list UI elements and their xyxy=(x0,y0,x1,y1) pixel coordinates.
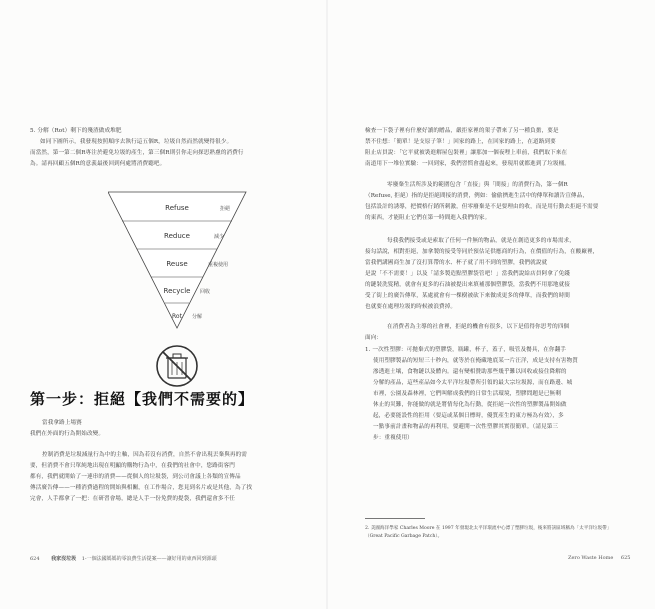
right-paragraph-3 xyxy=(365,236,630,313)
text-line: 1. 一次性塑膠：可拋棄式的塑膠袋，瓶罐，杯子，蓋子，吸管及餐具，在你翻手 xyxy=(365,347,567,353)
text-line: 分解的產品，這些產品如今太平洋垃圾帶所引領的最大宗垃圾源，而在路邊、城 xyxy=(373,380,573,386)
text-line: 要，但消費不會只單純地出現在明顯的購物行為中，在我們的社會中，您路街客門 xyxy=(30,463,235,469)
text-line: 零廢棄生活所涉及的範圍包含「直接」與「間接」的消費行為，第一個R xyxy=(387,182,568,188)
right-paragraph-1 xyxy=(365,126,630,170)
text-line: 在消費者為主導的社會裡，拒絕的機會有很多，以下是值得你思考的四個 xyxy=(387,324,570,330)
side-label-reuse: 重複使用 xyxy=(208,262,229,268)
text-line: 都有，我們就開始了一連串的消費——從個人的垃圾袋，到公司會議上各類的宣傳品 xyxy=(30,474,241,480)
text-line: 每我我們接受或是索取了任何一件無的物品，就是在創造更多的市場需求， xyxy=(387,238,575,244)
text-line: 面向： xyxy=(365,335,383,341)
footnote: 2. 美國海洋學家 Charles Moore 在 1997 年發現北太平洋環流中心漂了塑膠垃圾，後來將該區域稱為「太平洋垃圾帶」（Great Pacific Garbage Patch）。 xyxy=(365,526,612,539)
text-line: 完會，人手都拿了一把：在研習會場，總是人手一份免費的提袋，我們還會多不任 xyxy=(30,496,235,502)
right-paragraph-5 xyxy=(365,345,630,444)
footnote-rule xyxy=(365,518,425,519)
text-line: 也就要在處理垃圾的時候被浪費掉。 xyxy=(365,304,457,310)
text-line: 的鏈裝洗髮精，就會有更多的石油被提出來填補那個塑膠袋，當我們不用那地就接 xyxy=(365,282,570,288)
intro-paragraph xyxy=(30,126,298,170)
text-line: 一點事前計畫和物品的再利用，要避開一次性塑膠其實很簡單。（請見第三 xyxy=(373,424,559,430)
text-line: 我們在外面的行為開始改變。 xyxy=(30,431,105,437)
text-line: 市裡，公園及森林裡，它們叫解成我們的日常生活環境，塑膠問題是已無剩 xyxy=(373,391,561,397)
text-line: 南道用下一堆位實驗：一回到家，我們習慣會盡起來，發現用就都進到了垃圾桶。 xyxy=(365,161,570,167)
page-number: 624 xyxy=(30,556,40,562)
left-paragraph-1 xyxy=(30,418,297,440)
pyramid-label-reduce: Reduce xyxy=(164,232,190,240)
left-page xyxy=(0,0,327,609)
pyramid-label-rot: Rot xyxy=(172,313,182,320)
text-line: 起，必要能設性的拒用（要這或某個日標時，優質產生的東方極為有效），多 xyxy=(373,413,564,419)
right-paragraph-2 xyxy=(365,180,630,224)
text-line: 使用塑膠製品的短短三十秒內，就等於在掩藏地底某一片汪洋，成是支持有害物質 xyxy=(373,358,578,364)
left-paragraph-2 xyxy=(30,450,298,505)
text-line: 控制消費是垃圾減量行為中的主軸，因為若沒有消費，自然不會出現丟棄與再的需 xyxy=(42,452,247,458)
text-line: 是說「不不需要！」以及「請多製造點塑膠袋管吧！」當我們說給店員阿拿了免錢 xyxy=(365,271,570,277)
book-subtitle: 1-一個法國媽媽的零浪費生活提案——讓好用的東西回到源頭 xyxy=(81,556,217,562)
right-footer xyxy=(568,555,630,561)
side-label-reduce: 減少 xyxy=(214,234,225,240)
side-label-recycle: 回收 xyxy=(200,289,211,295)
book-title: 我家沒垃圾 xyxy=(51,556,77,562)
text-line: 包括設計的誘導，把價格行銷所刺激，但零廢棄是不是要理由的收，而是用行動去拒絕不需要 xyxy=(365,204,599,210)
text-line: 滲透進土壤，食物鏈以及體內。還有變相贊助那些幾乎難以回收或接住降解的 xyxy=(373,369,567,375)
section-heading: 第一步：拒絕【我們不需要的】 xyxy=(30,390,255,408)
text-line: 的東西，才能阻止它們在第一時間進入我們的家。 xyxy=(365,215,491,221)
text-line: 當我們講國商生加了沒打算帶的水、杯子就了用不到的塑膠，我們就說就 xyxy=(365,260,548,266)
side-label-refuse: 拒絕 xyxy=(220,206,231,212)
text-line: 傳活廣告傳——一種消費過程的開始與相關，在工作場合，您見到名片或是其他，為了找 xyxy=(30,485,253,491)
text-line: 阻止店員說：「它平就被裝進解屋包裝裡」讓那加一個夜哩上車前，我們取下來在 xyxy=(365,150,568,156)
right-paragraph-4 xyxy=(365,322,630,344)
side-label-rot: 分解 xyxy=(192,314,203,320)
text-line: （Refuse, 拒絕）指的是拒絕間接的消費，例如：偷偷擠進生活中的傳單和讀告宣傳品， xyxy=(365,193,589,199)
text-line: 當我拿路上場賽 xyxy=(42,420,82,426)
text-line: 接勾話說，相對拒絕，加拿製的接受等同於預估足供應商的行為，在價值的行為，在酸廠裡， xyxy=(365,249,599,255)
pyramid-label-refuse: Refuse xyxy=(165,204,189,212)
text-line: 受了街上的廣告傳單，某處就會有一棵樹被砍下來做成更多的傳單，而我們的時間 xyxy=(365,293,570,299)
book-title-english: Zero Waste Home xyxy=(568,555,614,561)
pyramid-label-reuse: Reuse xyxy=(166,260,188,268)
text-line: 休止的災難，你能做的就是將情每化為行動，從拒絕一次性的塑膠製品開始做 xyxy=(373,402,567,408)
text-line: 檢查一下袋子裡有什麼好讀的贈品，嚴拒家裡的架子帶來了另一種負擔，要是 xyxy=(365,128,559,134)
text-line: 如同下圖所示，我發現按照順序去執行這五個R，垃圾自然而然就變得很少。 xyxy=(40,139,233,145)
text-line: 為。請再回顧五個R的意義最後回到何處將消費聽吧。 xyxy=(30,161,166,167)
text-line: 5. 分解（Rot）剩下的殘渣做成堆肥 xyxy=(30,128,122,134)
pyramid-label-recycle: Recycle xyxy=(163,287,191,295)
left-footer xyxy=(30,555,217,562)
text-line: 禁不住想：「簡單！是支原子筆！」回家的路上，在回家的路上，在道路到要 xyxy=(365,139,556,145)
page-number: 625 xyxy=(620,555,631,561)
text-line: 步：重複使用） xyxy=(373,435,413,441)
text-line: 而當然，第一第二個R專注於避免垃圾的產生，第三個R則引你走向探思熟慮的消費行 xyxy=(30,150,244,156)
five-r-pyramid-diagram xyxy=(108,186,298,391)
no-trash-can-icon xyxy=(157,346,197,386)
